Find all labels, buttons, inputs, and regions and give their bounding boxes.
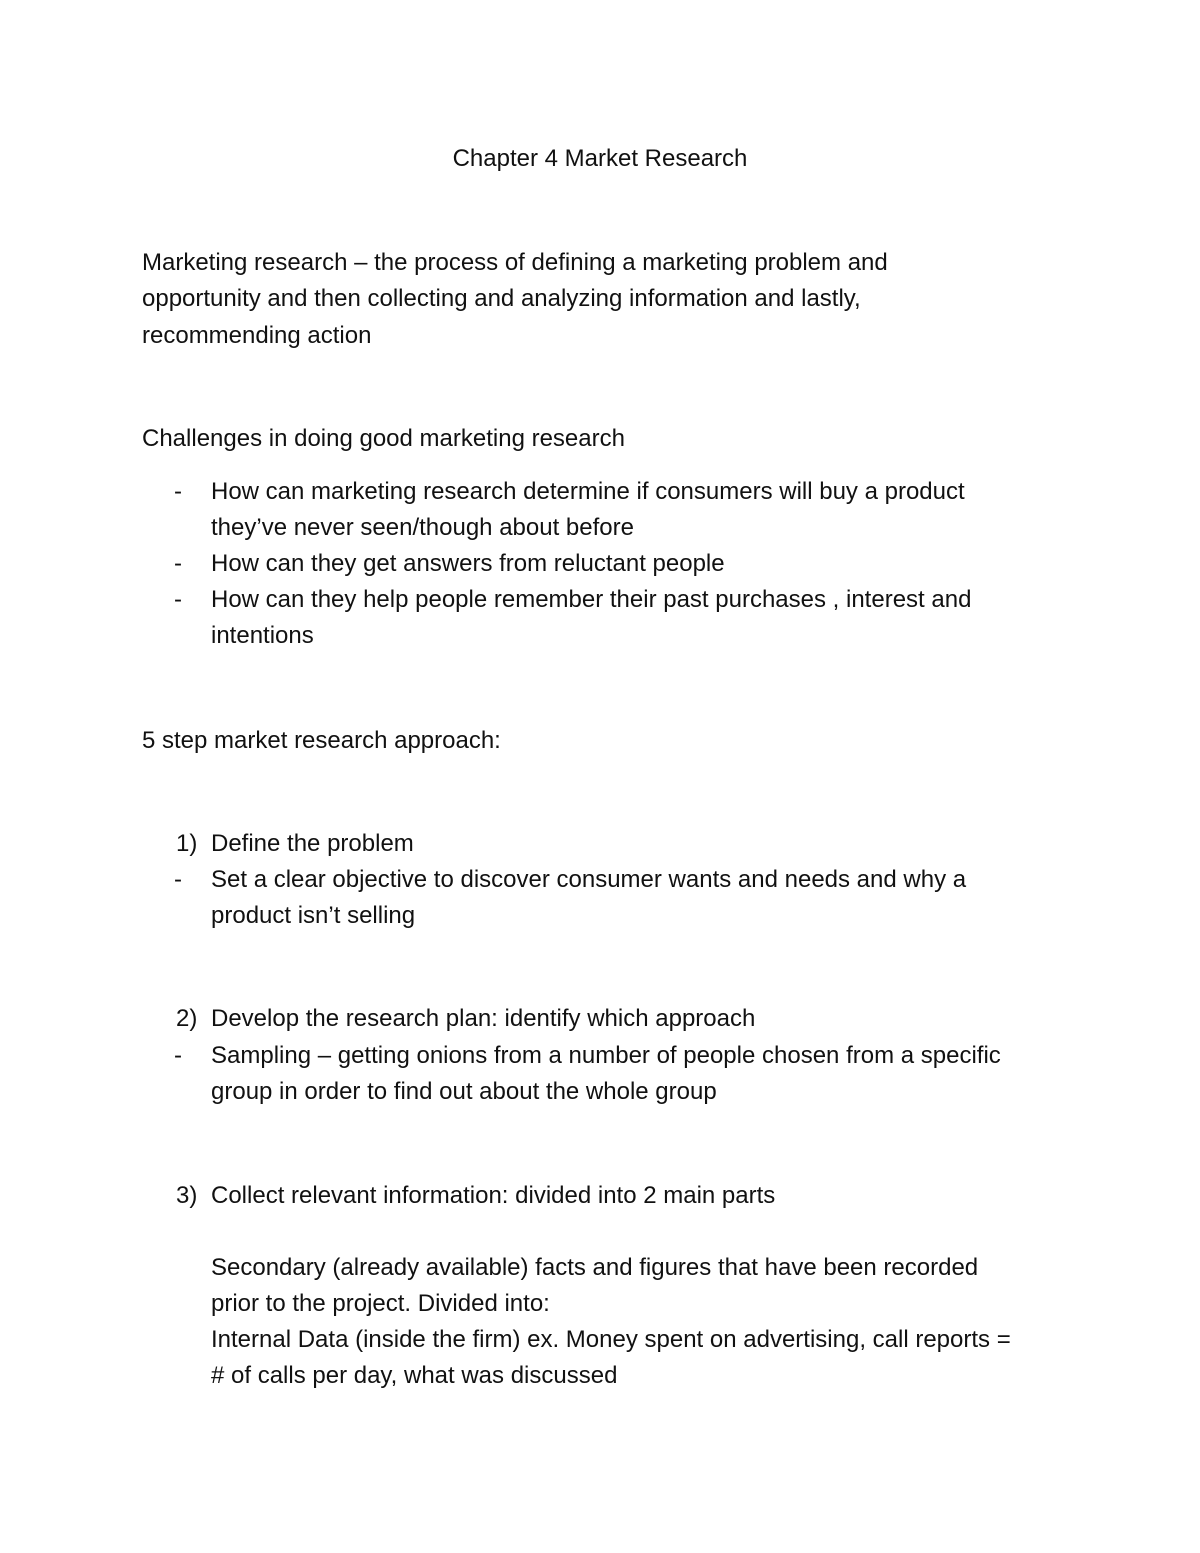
challenge-item-line: they’ve never seen/though about before [211,514,634,541]
challenge-item-line: How can they help people remember their past purchases , interest and [211,586,972,613]
challenge-item [142,546,1072,582]
list-dash-marker: - [174,478,182,505]
secondary-data-line: Secondary (already available) facts and figures that have been recorded [211,1254,979,1281]
step-sub-line: Set a clear objective to discover consumer wants and needs and why a [211,866,967,893]
challenge-item-line: How can they get answers from reluctant people [211,550,725,577]
step-sub-line: group in order to find out about the whole group [211,1078,717,1105]
challenge-item [142,474,1072,546]
step-sub-line: Sampling – getting onions from a number of people chosen from a specific [211,1042,1001,1069]
list-dash-marker: - [174,550,182,577]
approach-heading: 5 step market research approach: [142,727,501,754]
definition-line-3: recommending action [142,322,372,349]
step-label: Develop the research plan: identify which approach [211,1005,756,1032]
list-dash-marker: - [174,586,182,613]
step-sub-item [142,1038,1072,1110]
challenge-item-line: How can marketing research determine if consumers will buy a product [211,478,965,505]
step-label: Collect relevant information: divided into 2 main parts [211,1182,776,1209]
internal-data-line: # of calls per day, what was discussed [211,1362,618,1389]
step-number: 3) [176,1182,198,1209]
step-item [142,1001,1072,1037]
definition-line-1: Marketing research – the process of defining a marketing problem and [142,249,888,276]
internal-data-line: Internal Data (inside the firm) ex. Money spent on advertising, call reports = [211,1326,1011,1353]
page-title: Chapter 4 Market Research [452,145,748,172]
step-label: Define the problem [211,830,414,857]
challenge-item [142,582,1072,654]
list-dash-marker: - [174,1042,182,1069]
step-number: 2) [176,1005,198,1032]
list-dash-marker: - [174,866,182,893]
secondary-data-line: prior to the project. Divided into: [211,1290,550,1317]
step-sub-line: product isn’t selling [211,902,416,929]
challenges-heading: Challenges in doing good marketing research [142,425,625,452]
challenge-item-line: intentions [211,622,314,649]
definition-line-2: opportunity and then collecting and analyzing information and lastly, [142,285,861,312]
step-sub-item [142,862,1072,934]
step-number: 1) [176,830,198,857]
step-item [142,826,1072,862]
step-item [142,1178,1072,1214]
